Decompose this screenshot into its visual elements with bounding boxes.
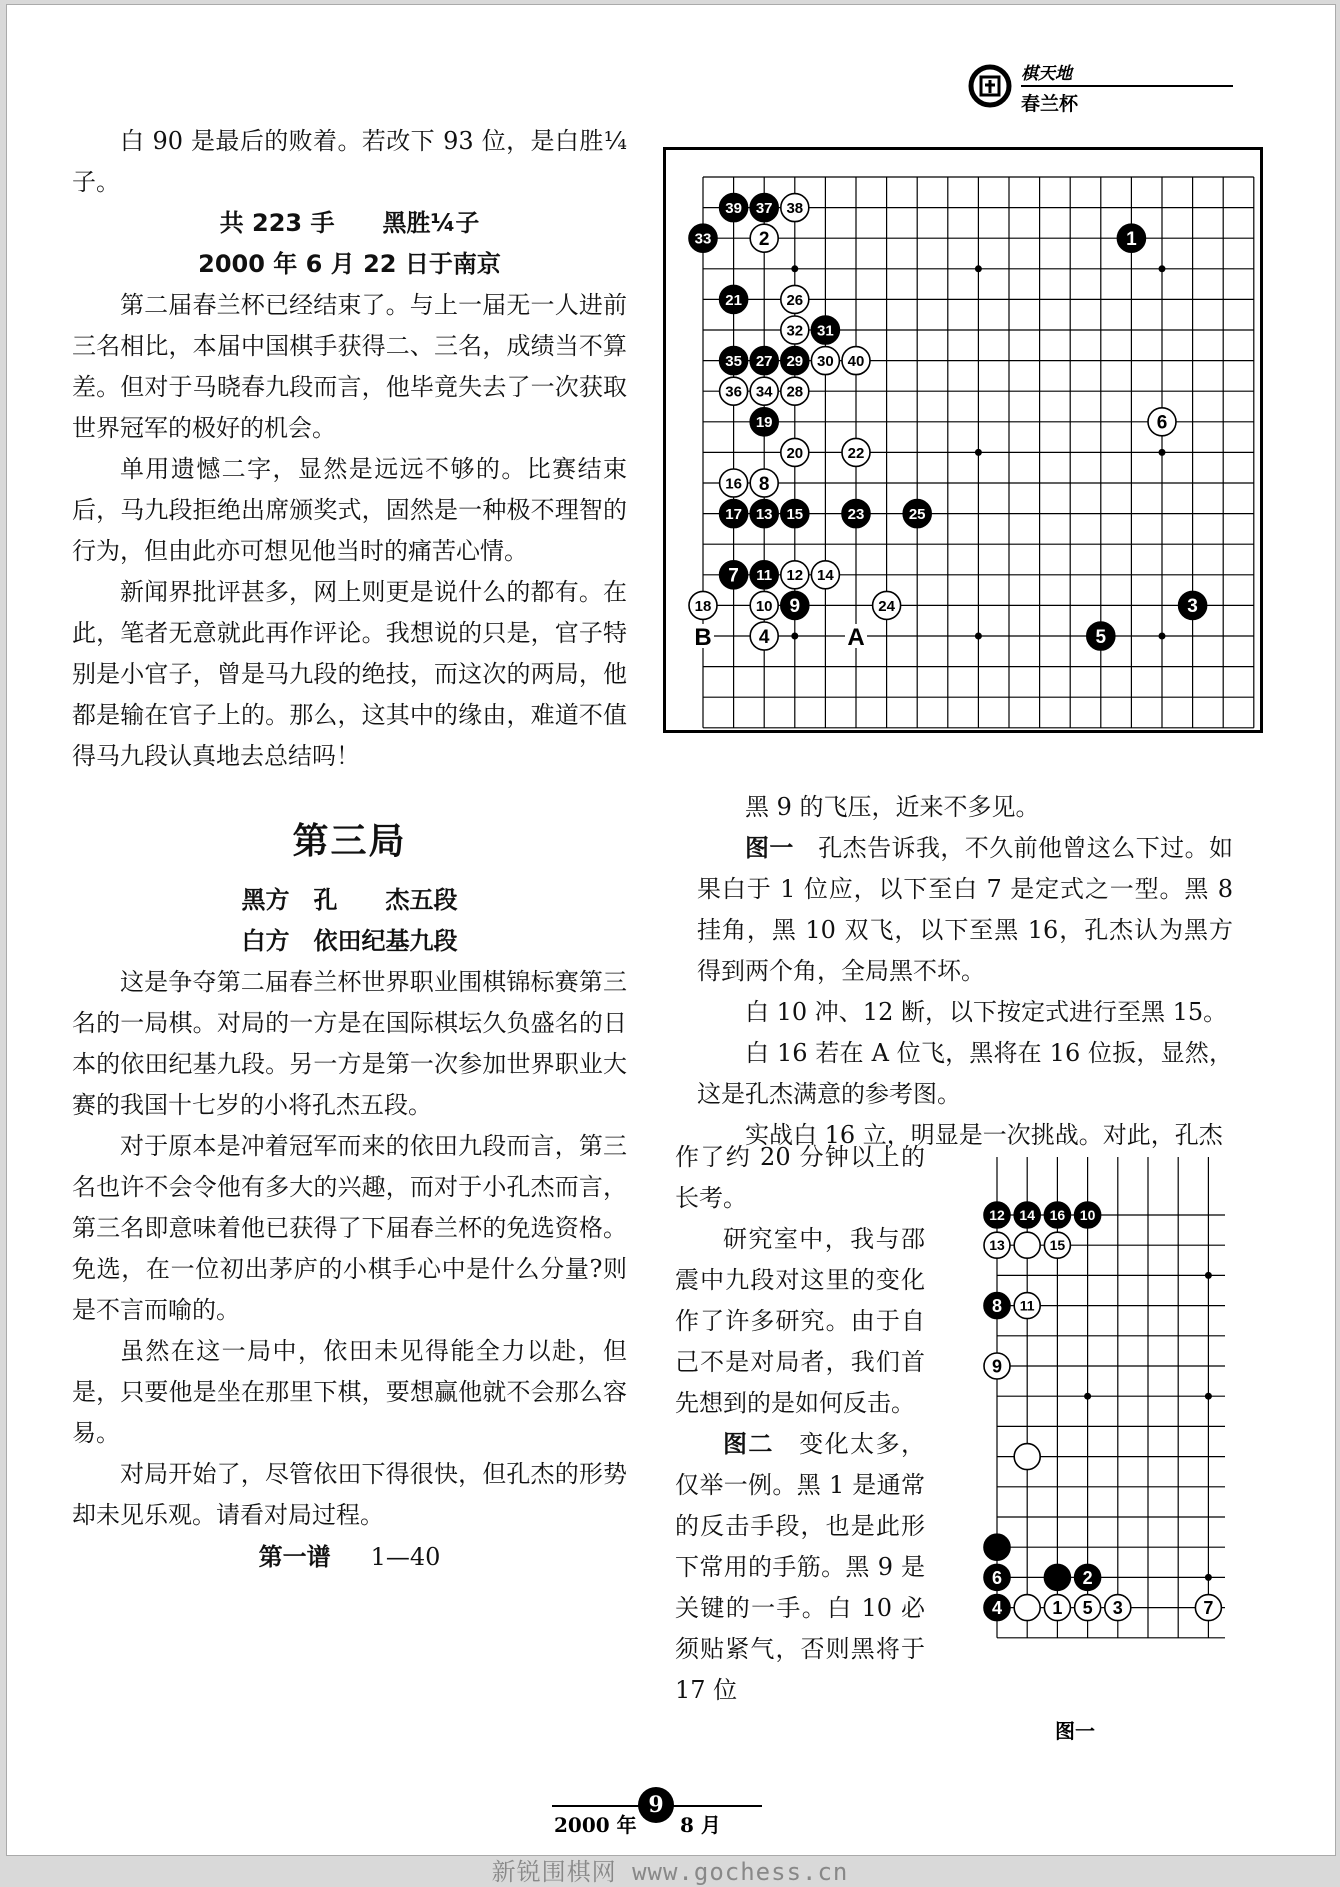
paragraph: 新闻界批评甚多，网上则更是说什么的都有。在此，笔者无意就此再作评论。我想说的只是，官子特别是小官子，曾是马九段的绝技，而这次的两局，他都是输在官子上的。那么，这其中的缘由，难道不值得马九段认真地去总结吗！: [72, 578, 627, 770]
star-point: [1159, 633, 1166, 640]
paragraph: 黑 9 的飞压，近来不多见。: [745, 793, 1040, 821]
game-date: 2000 年 6 月 22 日于南京: [198, 250, 501, 278]
stone-number: 34: [755, 383, 773, 401]
game-title: 第三局: [292, 821, 407, 862]
stone-number: 8: [758, 473, 770, 495]
star-point: [1205, 1393, 1212, 1400]
right-column-top: [697, 787, 1233, 1156]
variation-diagram-board: [931, 1155, 1227, 1685]
star-point: [1205, 1272, 1212, 1279]
stone-number: 27: [755, 353, 773, 370]
record-heading: [72, 1536, 627, 1578]
right-column-bottom: [675, 1137, 925, 1711]
stone-number: 29: [786, 353, 804, 370]
stone-number: 28: [786, 383, 804, 401]
stone-number: 11: [756, 567, 773, 585]
stone-number: 30: [817, 353, 834, 370]
paragraph: 第二届春兰杯已经结束了。与上一届无一人进前三名相比，本届中国棋手获得二、三名，成绩当不算差。但对于马晓春九段而言，他毕竟失去了一次获取世界冠军的极好的机会。: [72, 291, 627, 442]
stone-number: 38: [786, 200, 804, 217]
stone-number: 5: [1095, 626, 1107, 648]
footer-year: 2000 年: [554, 1813, 637, 1837]
stone-number: 24: [878, 597, 895, 615]
stone-number: 8: [991, 1296, 1003, 1317]
paragraph-text: 孔杰告诉我，不久前他曾这么下过。如果白于 1 位应，以下至白 7 是定式之一型。黑 8 挂角，黑 10 双飞，以下至黑 16，孔杰认为黑方得到两个角，全局黑不坏。: [697, 834, 1234, 985]
game-record-board: [663, 147, 1263, 733]
stone-number: 3: [1112, 1598, 1123, 1619]
stone-number: 19: [755, 414, 773, 432]
paragraph-text: 变化太多，仅举一例。黑 1 是通常的反击手段，也是此形下常用的手筋。黑 9 是关键的一手。白 10 必须贴紧气，否则黑将于 17 位: [675, 1430, 926, 1704]
white-player: 白方 依田纪基九段: [241, 927, 458, 955]
stone-number: 31: [817, 322, 834, 340]
white-stone: [1014, 1444, 1040, 1470]
stone-number: 13: [989, 1237, 1005, 1254]
stone-number: 16: [1049, 1207, 1066, 1224]
paragraph: 虽然在这一局中，依田未见得能全力以赴，但是，只要他是坐在那里下棋，要想赢他就不会那么容易。: [72, 1337, 627, 1447]
stone-number: 22: [847, 444, 865, 462]
black-stone: [1044, 1564, 1070, 1590]
star-point: [975, 633, 982, 640]
stone-number: 7: [1203, 1598, 1214, 1619]
paragraph: 白 10 冲、12 断，以下按定式进行至黑 15。: [745, 998, 1228, 1026]
star-point: [1159, 449, 1166, 456]
board-label: B: [694, 624, 712, 651]
paragraph: 单用遗憾二字，显然是远远不够的。比赛结束后，马九段拒绝出席颁奖式，固然是一种极不理智的行为，但由此亦可想见他当时的痛苦心情。: [72, 455, 627, 565]
game-result: 共 223 手 黑胜¼子: [219, 209, 480, 237]
stone-number: 26: [786, 291, 804, 309]
stone-number: 3: [1187, 596, 1198, 618]
stone-number: 5: [1082, 1598, 1093, 1619]
star-point: [975, 449, 982, 456]
stone-number: 15: [786, 506, 804, 523]
paragraph: 作了约 20 分钟以上的长考。: [675, 1143, 925, 1212]
stone-number: 6: [991, 1567, 1003, 1588]
star-point: [791, 633, 798, 640]
footer-month: 8 月: [680, 1813, 721, 1837]
figure-2-label: 图二: [723, 1430, 774, 1458]
stone-number: 21: [725, 291, 742, 309]
figure-1-label: 图一: [745, 834, 794, 862]
stone-number: 14: [817, 567, 834, 585]
header-title: 棋天地: [1021, 64, 1072, 84]
paragraph: 研究室中，我与邵震中九段对这里的变化作了许多研究。由于自己不是对局者，我们首先想到的是如何反击。: [675, 1225, 925, 1417]
paragraph: 对局开始了，尽管依田下得很快，但孔杰的形势却未见乐观。请看对局过程。: [72, 1460, 627, 1529]
record-title: 第一谱: [258, 1542, 331, 1571]
header-rule: [1021, 85, 1233, 87]
stone-number: 18: [694, 597, 712, 615]
paragraph: 对于原本是冲着冠军而来的依田九段而言，第三名也许不会令他有多大的兴趣，而对于小孔杰而言，第三名即意味着他已获得了下届春兰杯的免选资格。免选，在一位初出茅庐的小棋手心中是什么分量?则是不言而喻的。: [72, 1132, 627, 1324]
diagram-caption: 图一: [1055, 1719, 1095, 1743]
watermark: 新锐围棋网 www.gochess.cn: [491, 1858, 849, 1886]
paragraph: 白 16 若在 A 位飞，黑将在 16 位扳，显然，这是孔杰满意的参考图。: [697, 1039, 1233, 1108]
paragraph: [675, 1424, 925, 1711]
magazine-header: [967, 57, 1237, 127]
stone-number: 23: [847, 506, 865, 523]
stone-number: 39: [725, 200, 742, 217]
stone-number: 10: [1079, 1207, 1096, 1224]
white-stone: [1014, 1595, 1040, 1621]
stone-number: 13: [755, 506, 773, 523]
stone-number: 16: [725, 475, 742, 493]
stone-number: 12: [786, 567, 804, 585]
page-footer: [552, 1792, 762, 1837]
star-point: [791, 265, 798, 272]
stone-number: 9: [991, 1356, 1003, 1377]
stone-number: 7: [728, 565, 739, 587]
white-stone: [1014, 1232, 1040, 1258]
stone-number: 33: [694, 230, 712, 248]
paragraph: [697, 828, 1233, 992]
stone-number: 2: [1082, 1567, 1093, 1588]
stone-number: 12: [989, 1207, 1005, 1224]
magazine-logo-icon: [967, 63, 1013, 109]
stone-number: 1: [1126, 229, 1137, 251]
stone-number: 40: [847, 353, 865, 370]
record-range: 1—40: [370, 1543, 441, 1571]
stone-number: 11: [1019, 1297, 1035, 1314]
star-point: [975, 265, 982, 272]
paragraph: 这是争夺第二届春兰杯世界职业围棋锦标赛第三名的一局棋。对局的一方是在国际棋坛久负盛名的日本的依田纪基九段。另一方是第一次参加世界职业大赛的我国十七岁的小将孔杰五段。: [72, 968, 627, 1119]
stone-number: 10: [755, 597, 773, 615]
board-label: A: [847, 624, 865, 651]
stone-number: 14: [1019, 1207, 1035, 1224]
stone-number: 1: [1052, 1598, 1063, 1619]
star-point: [1159, 265, 1166, 272]
stone-number: 2: [758, 229, 770, 251]
stone-number: 4: [758, 626, 770, 648]
paragraph: 实战白 16 立，明显是一次挑战。对此，孔杰: [745, 1121, 1223, 1149]
stone-number: 32: [786, 322, 804, 340]
black-player: 黑方 孔 杰五段: [241, 886, 458, 914]
page-number: 9: [638, 1787, 674, 1823]
black-stone: [984, 1534, 1010, 1560]
stone-number: 20: [786, 444, 804, 462]
board-grid: [997, 1157, 1227, 1638]
stone-number: 15: [1049, 1237, 1066, 1254]
stone-number: 17: [725, 506, 742, 523]
paragraph: 白 90 是最后的败着。若改下 93 位，是白胜¼子。: [72, 127, 627, 196]
left-column: [72, 121, 627, 1578]
stone-number: 9: [789, 596, 801, 618]
stone-number: 25: [908, 506, 926, 523]
star-point: [1084, 1393, 1091, 1400]
magazine-page: [6, 4, 1336, 1856]
stone-number: 4: [991, 1598, 1003, 1619]
stone-number: 37: [755, 200, 773, 217]
stone-number: 36: [725, 383, 742, 401]
star-point: [1205, 1574, 1212, 1581]
stone-number: 35: [725, 353, 742, 370]
header-subtitle: 春兰杯: [1021, 93, 1079, 115]
stone-number: 6: [1156, 412, 1168, 434]
